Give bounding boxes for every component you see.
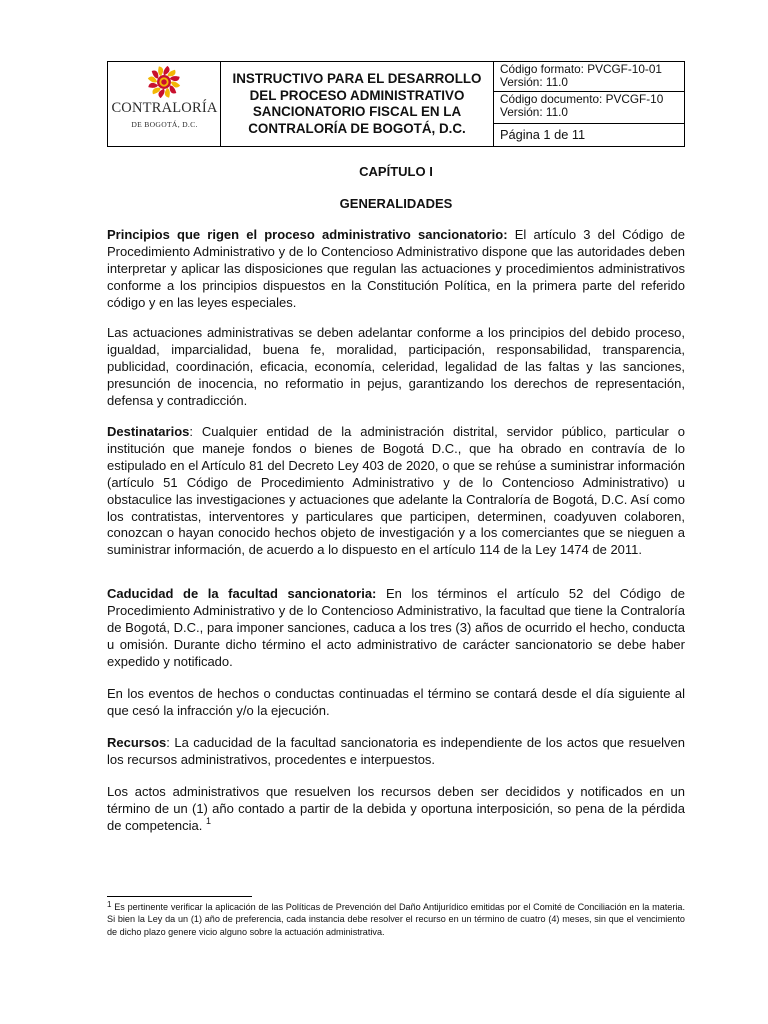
footnote-text: Es pertinente verificar la aplicación de las Políticas de Prevención del Daño Antijurídico emitidas por el Comité de Conciliación en la materia. Si bien la Ley da un (1) año de preferencia, cada instancia debe resolver el recurso en un término de cuatro (4) meses, sin que el vencimiento de dicho plazo genere vicio alguno sobre la actuación administrativa. <box>107 902 685 937</box>
logo-cell <box>108 62 221 146</box>
paragraph-text: En los términos el artículo 52 del Código de Procedimiento Administrativo y de lo Contencioso Administrativo, la facultad que tiene la Contraloría de Bogotá, D.C., para imponer sanciones, caduca a los tres (3) años de ocurrido el hecho, conducta u omisión. Durante dicho término el acto administrativo de carácter sancionatorio se debe haber expedido y notificado. <box>107 586 685 669</box>
paragraph-principles <box>107 227 685 312</box>
format-version: Versión: 11.0 <box>500 75 568 90</box>
contraloria-emblem-icon <box>147 65 181 99</box>
format-code: Código formato: PVCGF-10-01 <box>500 62 662 76</box>
footnote-reference[interactable]: 1 <box>206 815 212 826</box>
document-title: INSTRUCTIVO PARA EL DESARROLLO DEL PROCESO ADMINISTRATIVO SANCIONATORIO FISCAL EN LA CONTRALORÍA DE BOGOTÁ, D.C. <box>221 62 494 146</box>
paragraph-expiration <box>107 586 685 671</box>
page-number: Página 1 de 11 <box>494 123 684 146</box>
paragraph-heading: Recursos <box>107 735 167 750</box>
logo-name: CONTRALORÍA <box>111 100 218 116</box>
chapter-heading: CAPÍTULO I <box>359 164 433 179</box>
footnote-number: 1 <box>107 900 112 909</box>
section-heading: GENERALIDADES <box>339 196 453 211</box>
logo-subtitle: DE BOGOTÁ, D.C. <box>131 120 198 129</box>
paragraph-recipients <box>107 424 685 559</box>
paragraph-text: : Cualquier entidad de la administración distrital, servidor público, particular o institución que maneje fondos o bienes de Bogotá D.C., que ha obrado en contravía de lo estipulado en el Artículo 81 del Decreto Ley 403 de 2020, o que se rehúse a suministrar información (artículo 51 Código de Procedimiento Administrativo y de lo Contencioso Administrativo) u obstaculice las investigaciones y actuaciones que adelante la Contraloría de Bogotá, D.C. Así como los contratistas, interventores y particulares que participen, determinen, coadyuven colaboren, conozcan o hayan conocido hechos objeto de investigación y a los comerciantes que se nieguen a suministrar información, de acuerdo a lo dispuesto en el artículo 114 de la Ley 1474 de 2011. <box>107 424 685 558</box>
paragraph-heading: Destinatarios <box>107 424 190 439</box>
document-header-table <box>107 61 685 147</box>
footnote-separator <box>107 896 252 897</box>
paragraph-heading: Caducidad de la facultad sancionatoria: <box>107 586 377 601</box>
footnote <box>107 901 685 938</box>
paragraph-actions <box>107 325 685 410</box>
document-code: Código documento: PVCGF-10 <box>500 92 664 106</box>
paragraph-text: Las actuaciones administrativas se deben adelantar conforme a los principios del debido proceso, igualdad, imparcialidad, buena fe, moralidad, participación, responsabilidad, transparencia, publicidad, coordinación, eficacia, economía, celeridad, legalidad de las faltas y las sanciones, presunción de inocencia, no reformatio in pejus, garantizando los derechos de representación, defensa y contradicción. <box>107 325 685 408</box>
document-codes <box>494 62 684 146</box>
paragraph-appeals <box>107 735 685 769</box>
paragraph-text: En los eventos de hechos o conductas continuadas el término se contará desde el día siguiente al que cesó la infracción y/o la ejecución. <box>107 686 685 718</box>
paragraph-text: : La caducidad de la facultad sancionatoria es independiente de los actos que resuelven los recursos administrativos, procedentes e interpuestos. <box>107 735 685 767</box>
paragraph-appeal-resolution <box>107 784 685 835</box>
paragraph-heading: Principios que rigen el proceso administrativo sancionatorio: <box>107 227 508 242</box>
paragraph-text: Los actos administrativos que resuelven los recursos deben ser decididos y notificados en un término de un (1) año contado a partir de la debida y oportuna interposición, so pena de la pérdida de competencia. <box>107 784 685 833</box>
format-code-cell <box>494 62 684 91</box>
paragraph-continued-conduct <box>107 686 685 720</box>
document-code-cell <box>494 91 684 123</box>
paragraph-text: El artículo 3 del Código de Procedimiento Administrativo y de lo Contencioso Administrativo dispone que las autoridades deben interpretar y aplicar las disposiciones que regulan las actuaciones y procedimientos administrativos conforme a los principios dispuestos en la Constitución Política, en la primera parte del referido código y en las leyes especiales. <box>107 227 685 310</box>
document-version: Versión: 11.0 <box>500 105 568 120</box>
